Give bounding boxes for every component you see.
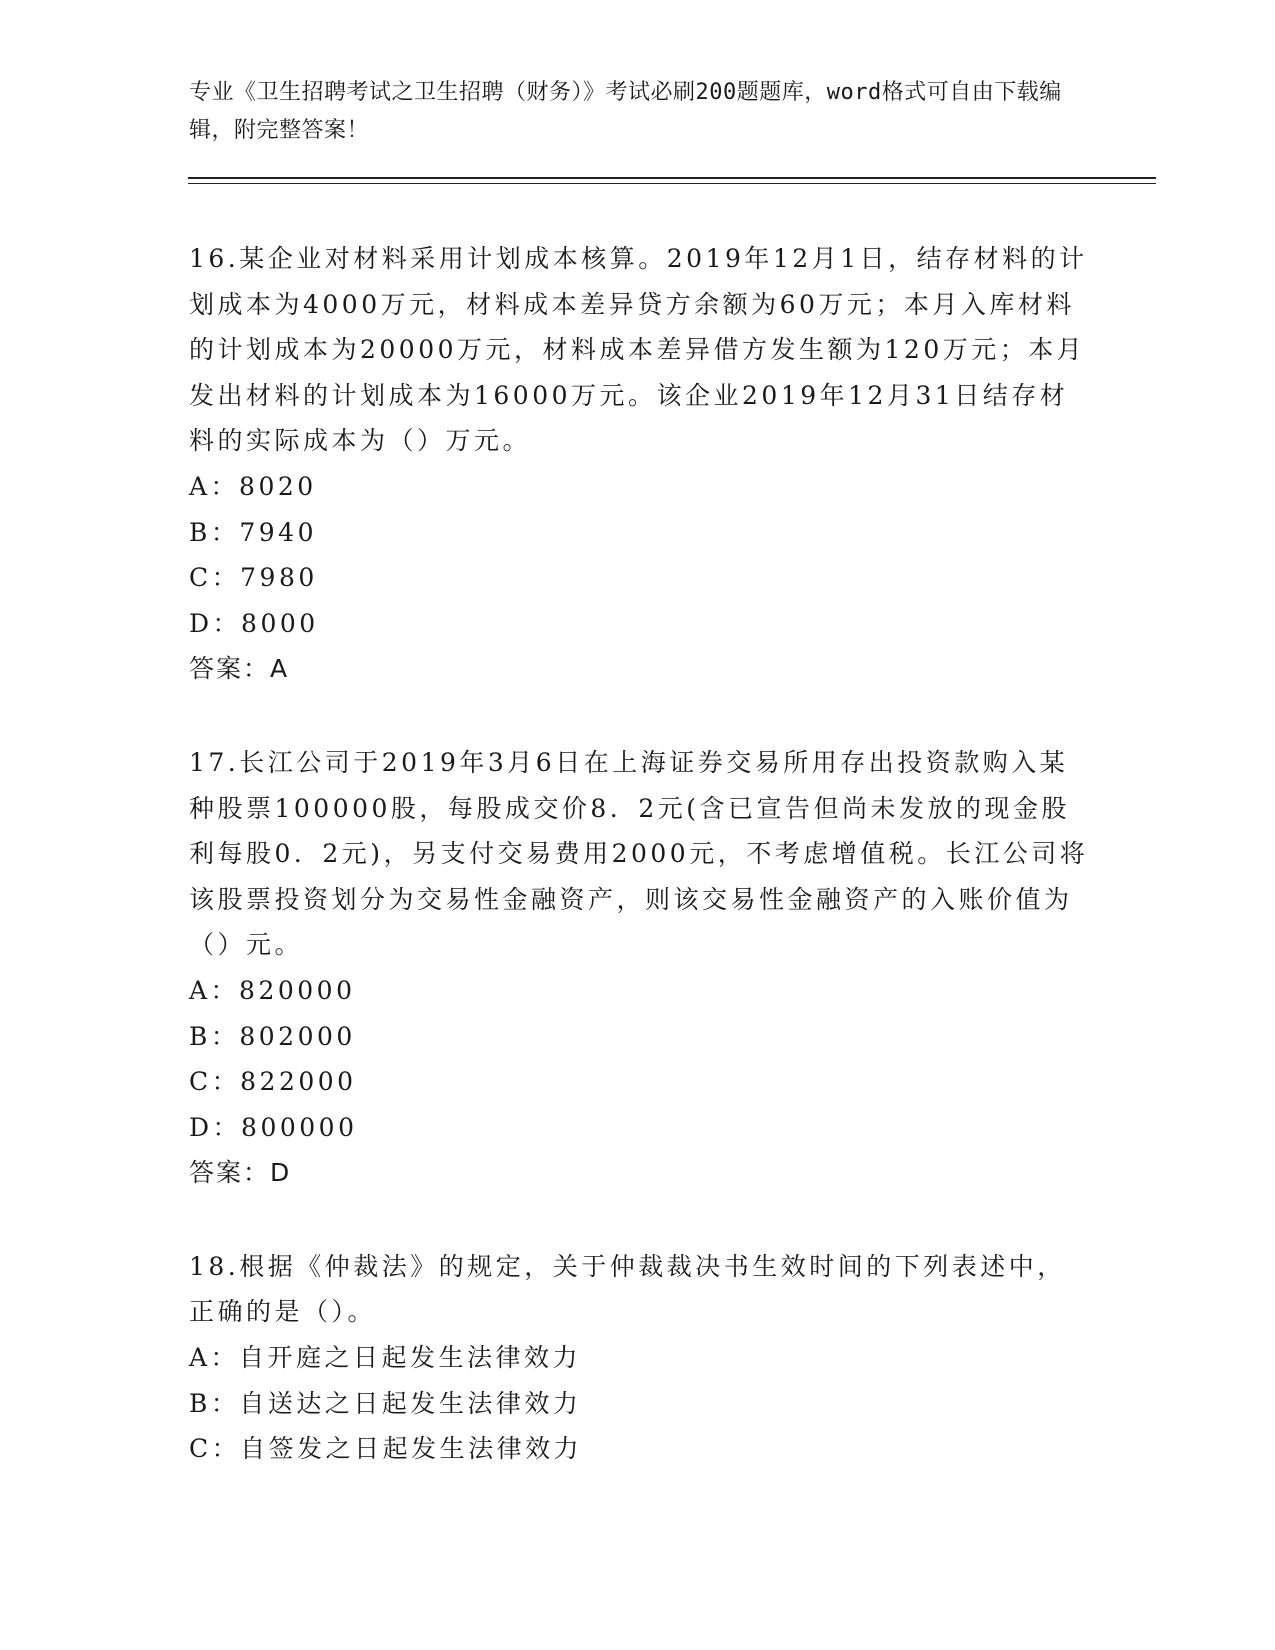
document-header bbox=[189, 74, 1089, 150]
question-18 bbox=[189, 1244, 1089, 1472]
option-b: B：自送达之日起发生法律效力 bbox=[189, 1388, 582, 1418]
question-stem: 18.根据《仲裁法》的规定，关于仲裁裁决书生效时间的下列表述中，正确的是（）。 bbox=[189, 1251, 1066, 1327]
option-a: A：自开庭之日起发生法律效力 bbox=[189, 1343, 582, 1373]
option-a: A：820000 bbox=[189, 975, 356, 1005]
header-divider-thin bbox=[188, 183, 1156, 184]
option-c: C：822000 bbox=[189, 1067, 357, 1097]
header-title: 专业《卫生招聘考试之卫生招聘（财务）》考试必刷200题题库，word格式可自由下载编辑，附完整答案！ bbox=[189, 80, 1062, 143]
option-b: B：7940 bbox=[189, 517, 317, 547]
answer-line: 答案：D bbox=[189, 1158, 292, 1188]
question-17 bbox=[189, 740, 1089, 1196]
question-stem: 17.长江公司于2019年3月6日在上海证券交易所用存出投资款购入某种股票100000股，每股成交价8．2元(含已宣告但尚未发放的现金股利每股0．2元)，另支付交易费用2000元，不考虑增值税。长江公司将该股票投资划分为交易性金融资产，则该交易性金融资产的入账价值为（）元。 bbox=[189, 747, 1089, 960]
question-16 bbox=[189, 236, 1089, 692]
question-stem: 16.某企业对材料采用计划成本核算。2019年12月1日，结存材料的计划成本为4000万元，材料成本差异贷方余额为60万元；本月入库材料的计划成本为20000万元，材料成本差异借方发生额为120万元；本月发出材料的计划成本为16000万元。该企业2019年12月31日结存材料的实际成本为（）万元。 bbox=[189, 244, 1088, 456]
question-list bbox=[189, 236, 1089, 1520]
option-c: C：7980 bbox=[189, 563, 318, 593]
option-d: D：800000 bbox=[189, 1112, 358, 1142]
header-divider-thick bbox=[188, 177, 1156, 179]
option-b: B：802000 bbox=[189, 1021, 356, 1051]
option-d: D：8000 bbox=[189, 608, 319, 638]
option-c: C：自签发之日起发生法律效力 bbox=[189, 1434, 583, 1464]
option-a: A：8020 bbox=[189, 471, 317, 501]
answer-line: 答案：A bbox=[189, 654, 290, 684]
